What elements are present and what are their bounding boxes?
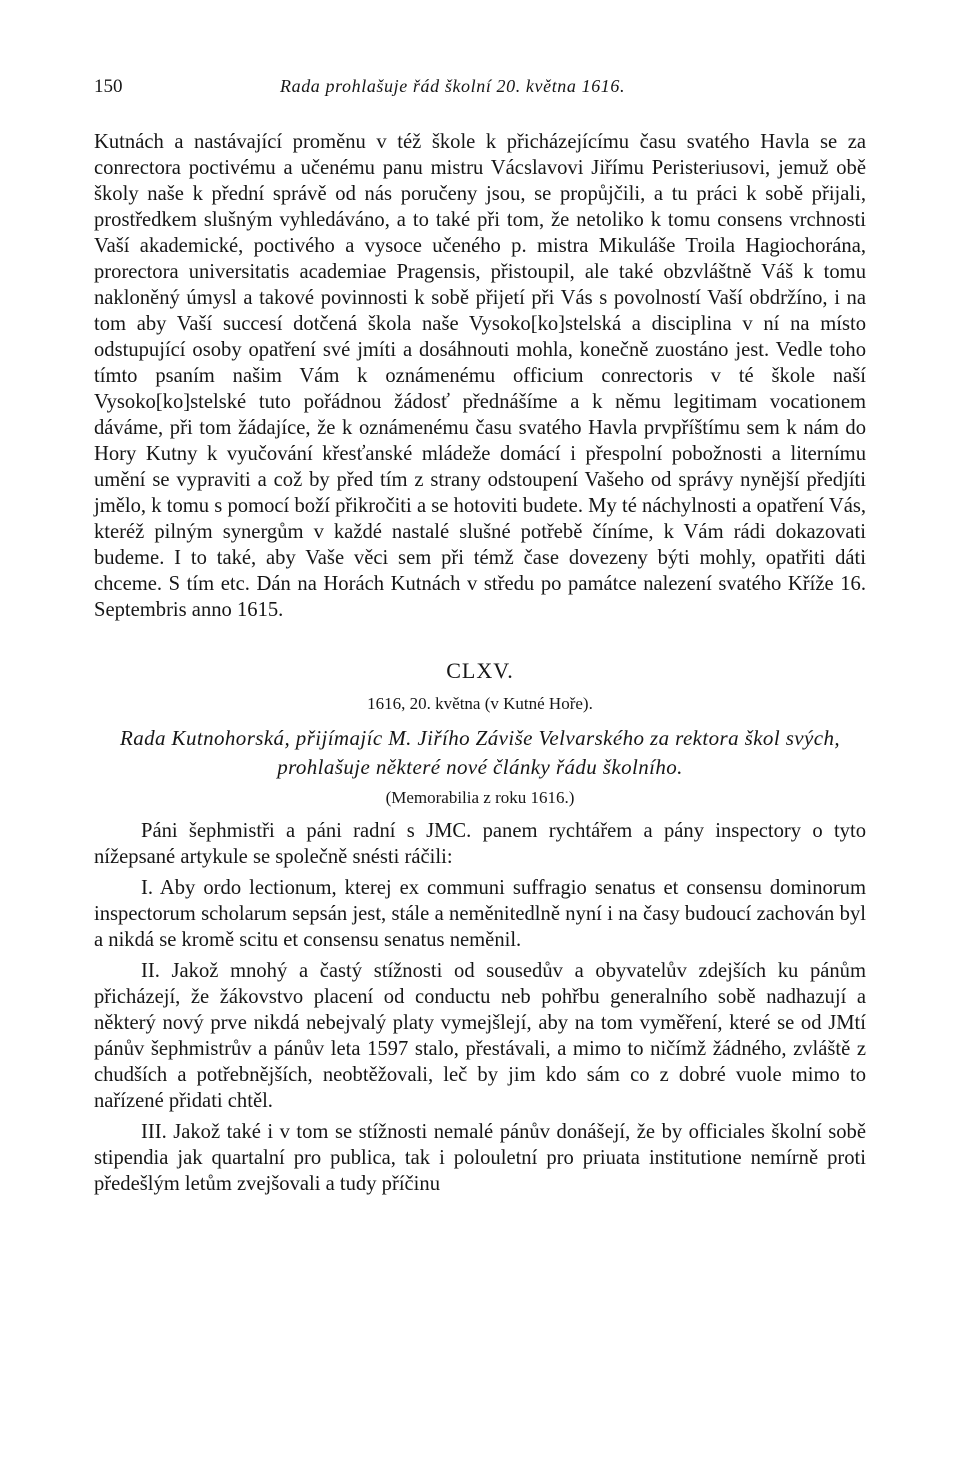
entry-intro-paragraph: Páni šephmistři a páni radní s JMC. panem rychtářem a pány inspectory o tyto nížepsané artykule se společně snésti ráčili: — [94, 820, 866, 868]
page-number: 150 — [94, 76, 123, 97]
continuation-paragraph: Kutnách a nastávající proměnu v též škole k přicházejícímu času svatého Havla se za conrectora poctivému a učenému panu mistru Vácslavovi Jiřímu Peristeriusovi, jemuž obě školy naše k přední správě od nás poručeny jsou, se propůjčili, a tu práci k sobě přijali, prostředkem slušným vyhledáváno, a to také při tom, že netoliko k tomu consens vrchnosti Vaší akademické, poctivého a vysoce učeného p. mistra Mikuláše Troila Hagiochorána, prorectora universitatis academiae Pragensis, přistoupil, ale také obzvláštně Váš k tomu nakloněný úmysl a takové povinnosti k sobě přijetí při Vás s povolností Vaší obdržíno, i na tom aby Vaší succesí dotčená škola naše Vysoko[ko]stelská a disciplina v ní na místo odstupující osoby opatření své jmíti a dosáhnouti mohla, konečně zuostáno jest. Vedle toho tímto psaním našim Vám k oznámenému officium conrectoris v té škole naší Vysoko[ko]stelské tuto pořádnou žádosť přednášíme a k němu legitimam vocationem dáváme, při tom žádajíce, že k oznámenému času svatého Havla prvpříštímu sem k nám do Hory Kutny k vyučování křesťanské mládeže domácí i přespolní pobožnosti a liternímu umění se vypraviti a což by před tím z strany odstoupení Vašeho od správy nynější předjíti jmělo, k tomu s pomocí boží přikročiti a se hotoviti budete. My té náchylnosti a opatření Vás, kteréž pilným synergům v každé nastalé slušné potřebě číníme, k Vám rádi dokazovati budeme. I to také, aby Vaše věci sem při témž čase dovezeny býti mohly, opatřiti dáti chceme. S tím etc. Dán na Horách Kutnách v středu po památce nalezení svatého Kříže 16. Septembris anno 1615. — [94, 131, 866, 621]
page-content — [94, 129, 866, 1197]
entry-title: Rada Kutnohorská, přijímajíc M. Jiřího Záviše Velvarského za rektora škol svých, prohlašuje některé nové články řádu školního. — [119, 726, 841, 779]
page-header — [94, 76, 874, 102]
article-paragraph: III. Jakož také i v tom se stížnosti nemalé pánův donášejí, že by officiales školní sobě stipendia jak quartalní pro publica, tak i polouletní pro priuata institutione nemírně proti předešlým letům zvejšovali a tudy příčinu — [94, 1121, 866, 1195]
entry-date: 1616, 20. května (v Kutné Hoře). — [367, 694, 593, 713]
article-paragraph: I. Aby ordo lectionum, kterej ex communi suffragio senatus et consensu dominorum inspectorum scholarum sepsán jest, stále a neměnitedlně nyní i na časy budoucí zachován byl a nikdá se kromě scitu et consensu senatus neměnil. — [94, 877, 866, 951]
entry-number: CLXV. — [446, 658, 514, 683]
article-paragraph: II. Jakož mnohý a častý stížnosti od sousedův a obyvatelův zdejších ku pánům přicházejí, že žákovstvo placení od conductu neb pohřbu generalního sobě nadhazují a některý nový prve nikdá nebejvalý platy vymejšlejí, aby na tom vyměření, které se od JMtí pánův šephmistrův a pánův leta 1597 stalo, přestávali, a mimo to ničímž žádného, zvláště z chudších a potřebnějších, neobtěžovali, leč by jim kdo sám co z dobré vuole mimo to nařízené přidati chtěl. — [94, 960, 866, 1112]
running-title: Rada prohlašuje řád školní 20. května 1616. — [280, 76, 626, 96]
entry-source: (Memorabilia z roku 1616.) — [385, 788, 575, 807]
